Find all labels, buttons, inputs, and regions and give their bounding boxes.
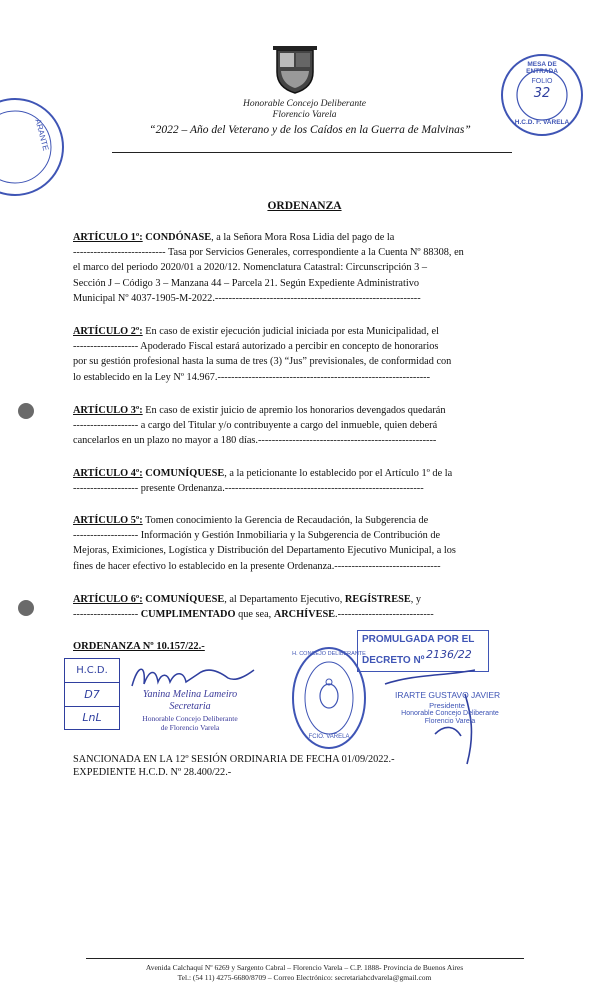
footer-address: Avenida Calchaquí Nº 6269 y Sargento Cabral – Florencio Varela – C.P. 1888- Provincia de Buenos Aires	[145, 963, 464, 972]
entry-stamp-folio-label: FOLIO	[531, 78, 553, 85]
article-lead: CONDÓNASE	[145, 232, 212, 243]
document-title: ORDENANZA	[267, 200, 342, 212]
article-heading: ARTÍCULO 3º:	[73, 405, 143, 416]
article-line: por su gestión profesional hasta la suma de tres (3) “Jus” previsionales, de conformidad con	[73, 356, 452, 368]
secretary-org-1: Honorable Concejo Deliberante	[142, 714, 238, 723]
article-lead: COMUNÍQUESE	[145, 468, 225, 479]
article-6-text: , y	[410, 594, 422, 605]
promulgation-title: PROMULGADA POR EL	[362, 634, 475, 645]
entry-stamp-folio-number: 32	[533, 86, 551, 101]
article-6-fulfilled: CUMPLIMENTADO	[140, 609, 236, 621]
article-6-dashes: -------------------	[73, 609, 139, 621]
article-line: Municipal Nº 4037-1905-M-2022.------------------------------------------------------------	[73, 292, 421, 304]
article-line: , a la peticionante lo establecido por el Artículo 1º de la	[224, 468, 453, 479]
article-heading: ARTÍCULO 2º:	[73, 326, 143, 337]
entry-stamp-ring-text: MESA DE ENTRADA	[526, 61, 558, 75]
promulgation-decree-label: DECRETO Nº	[362, 655, 425, 666]
header-rule	[112, 152, 512, 153]
crest-logo	[271, 44, 319, 94]
article-6-register: REGÍSTRESE	[344, 594, 411, 605]
sanction-line: SANCIONADA EN LA 12º SESIÓN ORDINARIA DE FECHA 01/09/2022.-	[73, 754, 395, 765]
article-line: ------------------- presente Ordenanza.----------------------------------------------------------	[73, 483, 424, 495]
article-line: Sección J – Código 3 – Manzana 44 – Parcela 21. Según Expediente Administrativo	[73, 277, 420, 289]
article-3	[73, 403, 513, 449]
president-title: Presidente	[429, 701, 465, 710]
secretary-signature	[128, 660, 258, 692]
article-line: ------------------- Apoderado Fiscal estará autorizado a percibir en concepto de honorarios	[73, 341, 439, 353]
round-seal-bottom-text: FCIO. VARELA	[308, 734, 350, 740]
article-line: En caso de existir ejecución judicial iniciada por esta Municipalidad, el	[142, 326, 439, 337]
file-number: EXPEDIENTE H.C.D. Nº 28.400/22.-	[73, 767, 232, 778]
entry-stamp-bottom-text: H.C.D. F. VARELA	[514, 119, 570, 126]
article-line: ------------------- a cargo del Titular y/o contribuyente a cargo del inmueble, quien deberá	[73, 420, 438, 432]
promulgation-decree-value: 2136/22	[426, 648, 472, 661]
header-motto: “2022 – Año del Veterano y de los Caídos en la Guerra de Malvinas”	[149, 124, 471, 136]
article-6-text: , al Departamento Ejecutivo,	[224, 594, 345, 605]
president-name: IRARTE GUSTAVO JAVIER	[395, 690, 501, 700]
article-6-text: .----------------------------	[335, 609, 434, 621]
entry-stamp	[500, 53, 584, 137]
article-line: lo establecido en la Ley Nº 14.967.--------------------------------------------------------------	[73, 371, 431, 383]
article-heading: ARTÍCULO 5º:	[73, 515, 143, 526]
secretary-title: Secretaria	[169, 701, 211, 712]
secretary-name: Yanina Melina Lameiro	[142, 689, 238, 700]
article-heading: ARTÍCULO 4º:	[73, 468, 143, 479]
article-1	[73, 230, 513, 306]
article-5	[73, 513, 513, 574]
round-seal-top-text: H. CONCEJO DELIBERANTE	[292, 651, 366, 657]
article-2	[73, 324, 513, 385]
hcd-box-line: LnL	[82, 711, 102, 724]
article-line: cancelarlos en un plazo no mayor a 180 días.----------------------------------------------------	[73, 435, 437, 447]
header-institution: Honorable Concejo Deliberante	[243, 99, 366, 109]
left-stamp-text: ARANTE	[33, 118, 51, 152]
article-line: , a la Señora Mora Rosa Lidia del pago de la	[211, 232, 395, 243]
hcd-box-line: H.C.D.	[65, 659, 119, 683]
article-6-archive: ARCHÍVESE	[273, 609, 336, 621]
hcd-box-line: D7	[65, 683, 119, 707]
footer-contact: Tel.: (54 11) 4275-6680/8709 – Correo Electrónico: secretariahcdvarela@gmail.com	[177, 973, 432, 982]
header-city: Florencio Varela	[272, 110, 337, 120]
article-heading: ARTÍCULO 6º:	[73, 594, 143, 605]
article-line: fines de hacer efectivo lo establecido en la presente Ordenanza.-------------------------------	[73, 560, 441, 572]
ordinance-number: ORDENANZA Nº 10.157/22.-	[73, 641, 205, 652]
footer-rule	[86, 958, 524, 959]
article-line: --------------------------- Tasa por Servicios Generales, correspondiente a la Cuenta Nº 88308, en	[73, 247, 464, 259]
article-line: En caso de existir juicio de apremio los honorarios devengados quedarán	[142, 405, 446, 416]
article-line: Tomen conocimiento la Gerencia de Recaudación, la Subgerencia de	[142, 515, 429, 526]
article-6-communicate: COMUNÍQUESE	[145, 594, 225, 605]
president-org-1: Honorable Concejo Deliberante	[401, 710, 499, 717]
article-line: Mejoras, Eximiciones, Logística y Distribución del Departamento Ejecutivo Municipal, a los	[73, 545, 456, 557]
article-line: el marco del periodo 2020/01 a 2020/12. Nomenclatura Catastral: Circunscripción 3 –	[73, 262, 428, 274]
punch-hole-upper	[18, 403, 34, 419]
article-heading: ARTÍCULO 1º:	[73, 232, 143, 243]
article-line: ------------------- Información y Gestión Inmobiliaria y la Subgerencia de Contribución de	[73, 530, 441, 542]
article-6	[73, 592, 513, 622]
article-6-text: que sea,	[235, 609, 274, 621]
punch-hole-lower	[18, 600, 34, 616]
secretary-org-2: de Florencio Varela	[160, 723, 220, 732]
hcd-box	[64, 658, 120, 730]
article-4	[73, 466, 513, 496]
president-org-2: Florencio Varela	[424, 718, 476, 725]
